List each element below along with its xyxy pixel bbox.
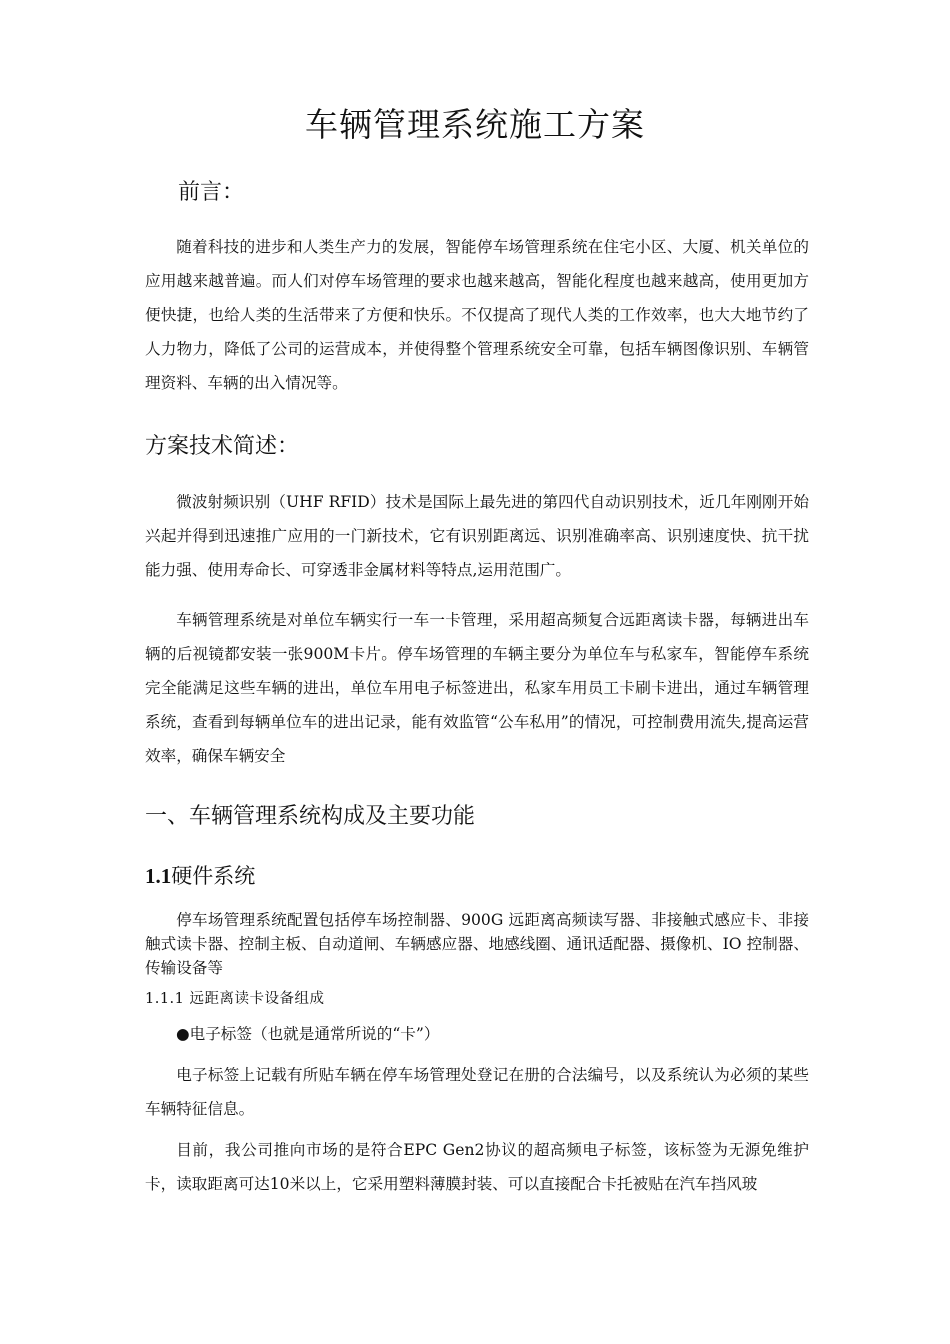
document-title: 车辆管理系统施工方案	[305, 105, 645, 144]
preface-paragraph: 随着科技的进步和人类生产力的发展，智能停车场管理系统在住宅小区、大厦、机关单位的应用越来越普遍。而人们对停车场管理的要求也越来越高，智能化程度也越来越高，使用更加方便快捷，也给人类的生活带来了方便和快乐。不仅提高了现代人类的工作效率，也大大地节约了人力物力，降低了公司的运营成本，并使得整个管理系统安全可靠，包括车辆图像识别、车辆管理资料、车辆的出入情况等。	[145, 238, 809, 392]
bullet-electronic-tag: ●电子标签（也就是通常所说的“卡”）	[176, 1025, 440, 1043]
hardware-paragraph: 停车场管理系统配置包括停车场控制器、900G 远距离高频读写器、非接触式感应卡、非接触式读卡器、控制主板、自动道闸、车辆感应器、地感线圈、通讯适配器、摄像机、IO 控制器、传输设备等	[145, 911, 809, 977]
subsection-1-1-heading	[145, 860, 255, 892]
preface-heading: 前言：	[178, 180, 245, 205]
subsection-1-1-1-heading: 1.1.1 远距离读卡设备组成	[145, 991, 325, 1007]
tech-paragraph-vehicle-management: 车辆管理系统是对单位车辆实行一车一卡管理，采用超高频复合远距离读卡器，每辆进出车辆的后视镜都安装一张900M卡片。停车场管理的车辆主要分为单位车与私家车，智能停车系统完全能满足这些车辆的进出，单位车用电子标签进出，私家车用员工卡刷卡进出，通过车辆管理系统，查看到每辆单位车的进出记录，能有效监管“公车私用”的情况，可控制费用流失,提高运营效率，确保车辆安全	[145, 611, 809, 765]
tech-paragraph-rfid: 微波射频识别（UHF RFID）技术是国际上最先进的第四代自动识别技术，近几年刚刚开始兴起并得到迅速推广应用的一门新技术，它有识别距离远、识别准确率高、识别速度快、抗干扰能力强、使用寿命长、可穿透非金属材料等特点,运用范围广。	[145, 493, 809, 579]
tech-summary-heading: 方案技术简述：	[145, 434, 300, 459]
subsection-title: 硬件系统	[171, 864, 256, 888]
tag-paragraph-1: 电子标签上记载有所贴车辆在停车场管理处登记在册的合法编号，以及系统认为必须的某些车辆特征信息。	[145, 1066, 809, 1118]
tag-paragraph-2: 目前，我公司推向市场的是符合EPC Gen2协议的超高频电子标签，该标签为无源免维护卡，读取距离可达10米以上，它采用塑料薄膜封装、可以直接配合卡托被贴在汽车挡风玻	[145, 1141, 809, 1193]
subsection-number: 1.1	[145, 864, 172, 888]
section-1-heading: 一、车辆管理系统构成及主要功能	[145, 804, 476, 829]
